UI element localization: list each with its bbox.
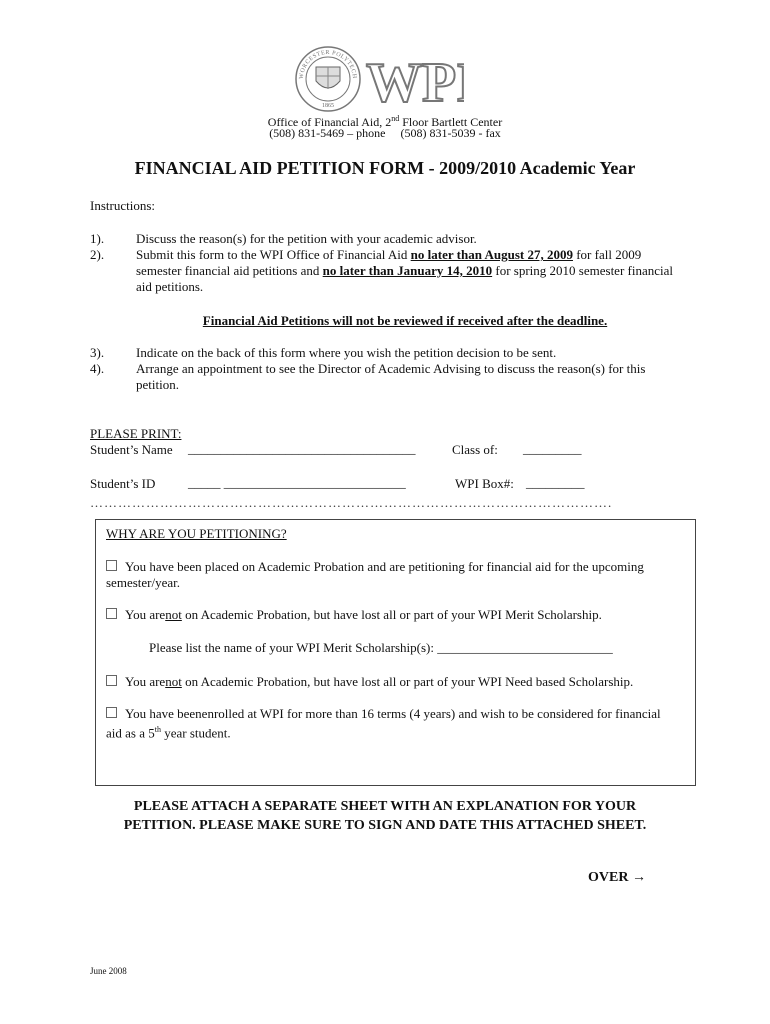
dotted-separator: …………………………………………………………………………………………………. — [90, 495, 613, 510]
attach-line-1: PLEASE ATTACH A SEPARATE SHEET WITH AN EXPLANATION FOR YOUR — [133, 799, 637, 814]
class-of-label: Class of: — [452, 442, 498, 457]
option-text-c: year student. — [160, 725, 231, 741]
petition-option-need — [106, 674, 686, 690]
option-text: You have been placed on Academic Probation and are petitioning for financial aid for the upcoming semester/year. — [106, 559, 644, 590]
attach-instructions — [0, 797, 770, 835]
petition-option-probation — [106, 559, 686, 591]
step-number: 2). — [90, 247, 105, 262]
checkbox[interactable] — [106, 608, 117, 619]
checkbox[interactable] — [106, 707, 117, 718]
petition-option-fifth-year — [106, 706, 672, 741]
office-line-1: Office of Financial Aid, 2 — [267, 115, 392, 129]
step-text: Arrange an appointment to see the Director of Academic Advising to discuss the reason(s) for this petition. — [136, 361, 646, 392]
option-sup: th — [154, 725, 161, 734]
wpi-box-label: WPI Box#: — [455, 476, 514, 491]
option-text: You are — [125, 674, 166, 689]
step-number: 1). — [90, 231, 105, 246]
student-name-field[interactable]: ___________________________________ — [188, 441, 416, 456]
seal-year: 1865 — [322, 103, 334, 109]
merit-scholarship-prompt[interactable]: Please list the name of your WPI Merit Scholarship(s): ___________________________ — [149, 640, 613, 655]
office-sup: nd — [391, 114, 400, 123]
option-not: not — [165, 674, 182, 689]
wpi-logo — [294, 45, 464, 113]
step-number: 3). — [90, 345, 105, 360]
spring-deadline: no later than January 14, 2010 — [322, 263, 493, 278]
option-text-b: on Academic Probation, but have lost all or part of your WPI Merit Scholarship. — [181, 607, 602, 622]
option-text: You have been — [125, 706, 202, 721]
attach-line-2: PETITION. PLEASE MAKE SURE TO SIGN AND DATE THIS ATTACHED SHEET. — [123, 818, 647, 833]
over-indicator: OVER → — [588, 870, 646, 885]
wpi-box-field[interactable]: _________ — [526, 475, 585, 490]
petition-option-merit — [106, 607, 686, 623]
page-title: FINANCIAL AID PETITION FORM - 2009/2010 Academic Year — [134, 158, 636, 178]
wpi-wordmark: WP — [366, 52, 457, 113]
deadline-warning: Financial Aid Petitions will not be reviewed if received after the deadline. — [202, 313, 608, 328]
option-text: You are — [125, 607, 166, 622]
step-2-text-b: for fall 2009 semester financial aid petitions and — [136, 247, 642, 278]
student-name-label: Student’s Name — [90, 442, 173, 457]
option-text-b: enrolled at WPI for more than 16 terms (4 years) and wish to be considered for financial aid as a 5 — [106, 706, 661, 741]
student-id-label: Student’s ID — [90, 476, 156, 491]
fall-deadline: no later than August 27, 2009 — [410, 247, 573, 262]
option-not: not — [165, 607, 182, 622]
student-id-field[interactable]: _____ ____________________________ — [188, 475, 406, 490]
class-of-field[interactable]: _________ — [523, 441, 582, 456]
checkbox[interactable] — [106, 675, 117, 686]
office-contact: (508) 831-5469 – phone (508) 831-5039 - fax — [269, 126, 501, 140]
footer-date: June 2008 — [90, 966, 127, 976]
office-line-2: Floor Bartlett Center — [399, 115, 503, 129]
step-text — [136, 247, 676, 295]
petition-heading: WHY ARE YOU PETITIONING? — [106, 526, 287, 541]
step-text: Indicate on the back of this form where you wish the petition decision to be sent. — [136, 345, 557, 360]
step-number: 4). — [90, 361, 105, 376]
step-text: Discuss the reason(s) for the petition with your academic advisor. — [136, 231, 477, 246]
seal-text: WORCESTER POLYTECH — [298, 49, 358, 80]
step-2-text-c: for spring 2010 semester financial aid petitions. — [136, 263, 674, 294]
instructions-label: Instructions: — [90, 198, 155, 213]
step-2-text-a: Submit this form to the WPI Office of Financial Aid — [136, 247, 411, 262]
option-text-b: on Academic Probation, but have lost all or part of your WPI Need based Scholarship. — [181, 674, 634, 689]
checkbox[interactable] — [106, 560, 117, 571]
please-print-label: PLEASE PRINT: — [90, 426, 182, 441]
